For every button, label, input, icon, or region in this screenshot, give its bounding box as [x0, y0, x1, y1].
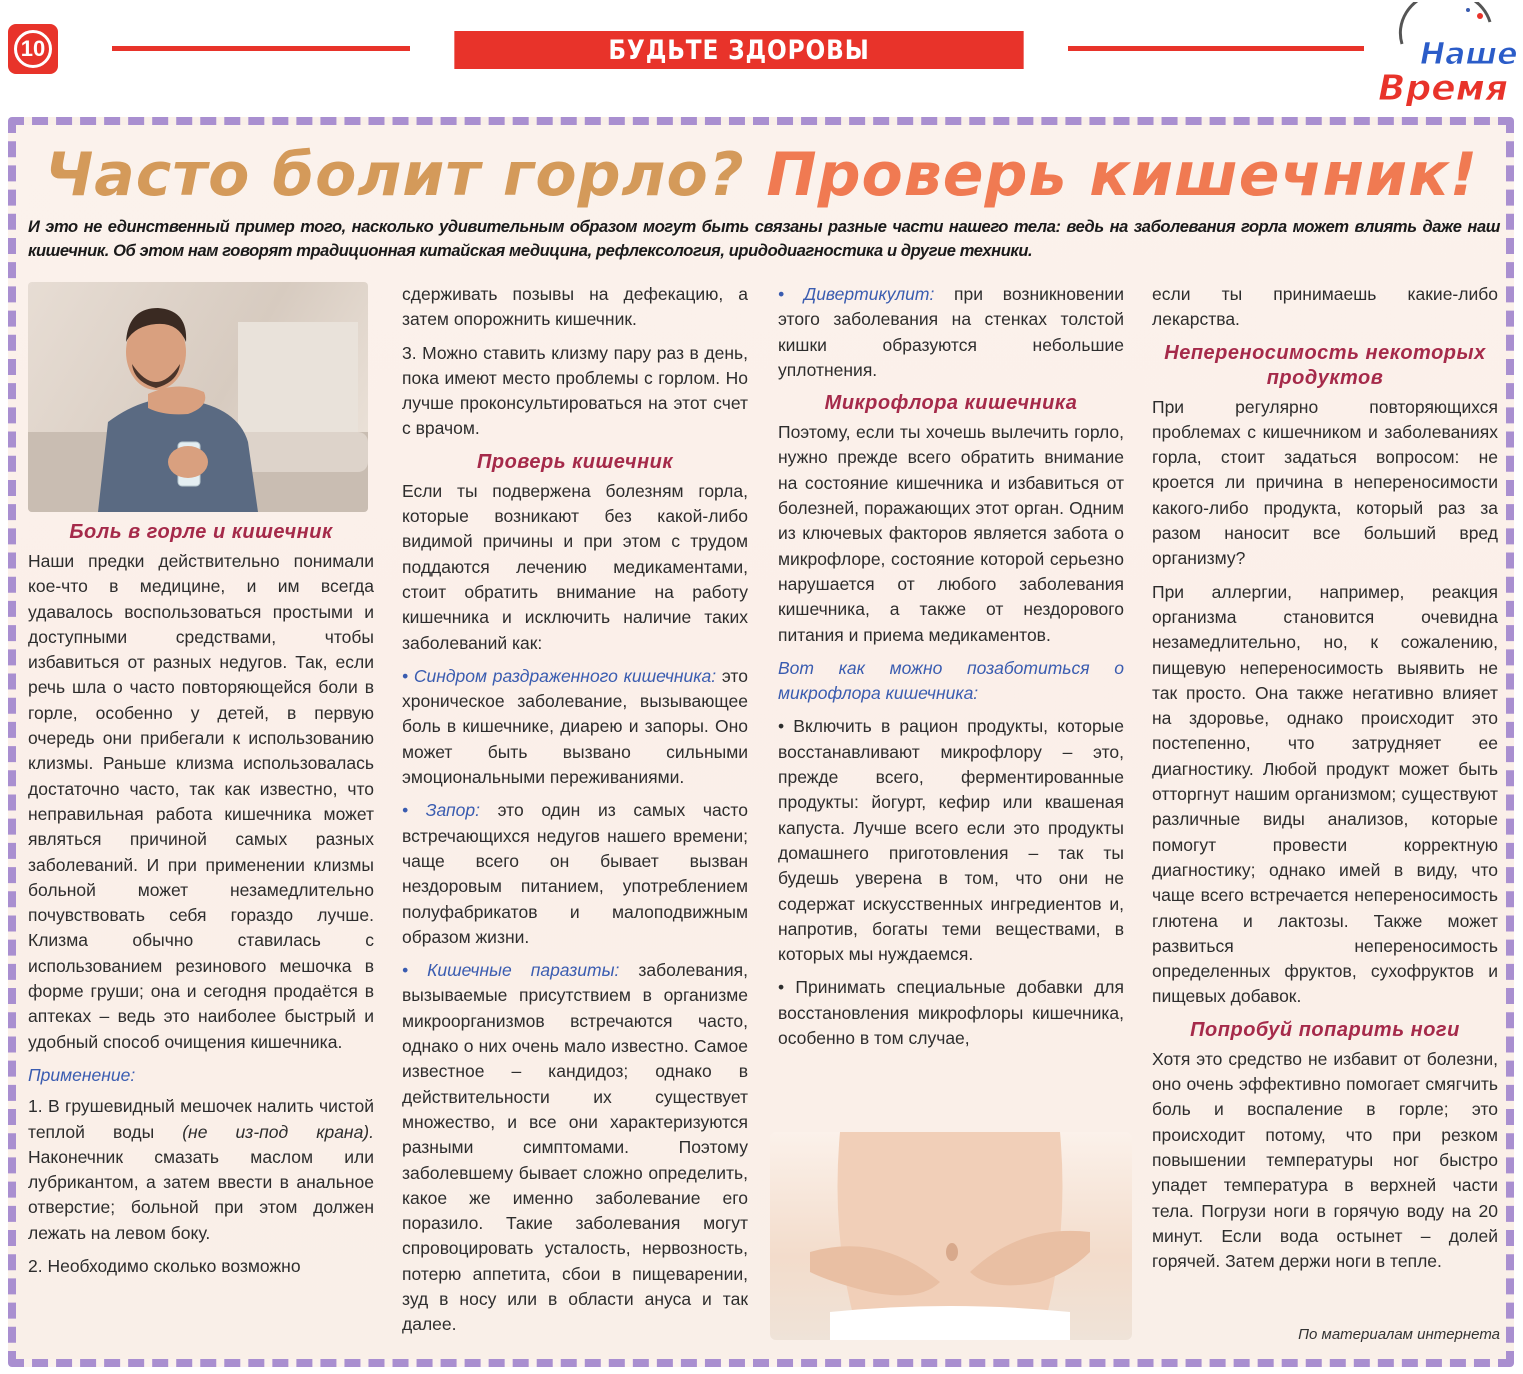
- column-2: [402, 282, 748, 1346]
- column-1: [28, 282, 374, 1287]
- paragraph: При регулярно повторяющихся проблемах с кишечником и заболеваниях горла, стоит задаться вопросом: не кроется ли причина в непереносимости какого-либо продукта, который раз за разом наносит все больший вред организму?: [1152, 396, 1498, 569]
- paragraph: Наши предки действительно понимали кое-что в медицине, и им всегда удавалось воспользоваться простыми и доступными средствами, чтобы избавиться от разных недугов. Так, если речь шла о часто повторяющейся боли в горле, особенно у детей, в первую очередь они прибегали к использованию клизмы. Раньше клизма использовалась достаточно часто, так как известно, что неправильная работа кишечника может являться причиной самых разных заболеваний. И при применении клизмы больной может незамедлительно почувствовать себя гораздо лучше. Клизма обычно ставилась с использованием резинового мешочка в форме груши; она и сегодня продаётся в аптеках – ведь это наиболее быстрый и удобный способ очищения кишечника.: [28, 551, 374, 1052]
- article-lead: И это не единственный пример того, насколько удивительным образом могут быть связаны разные части нашего тела: ведь на заболевания горла может влиять даже наш кишечник. Об этом нам говорят традиционная китайская медицина, рефлексология, иридодиагностика и другие техники.: [28, 218, 1500, 260]
- subhead-check-gut: Проверь кишечник: [476, 450, 674, 473]
- photo-abdomen: [770, 1132, 1132, 1340]
- paragraph: если ты принимаешь какие-либо лекарства.: [1152, 284, 1498, 330]
- header-rule-right: [1068, 46, 1364, 51]
- column-3: [778, 282, 1124, 1059]
- paragraph: Хотя это средство не избавит от болезни, оно очень эффективно помогает смягчить боль и воспаление в горле; это происходит потому, что при резком повышении температуры ног быстро упадет температура в верхней части тела. Погрузи ноги в горячую воду на 20 минут. Если вода остынет – долей горячей. Затем держи ноги в тепле.: [1152, 1048, 1498, 1272]
- photo-man-sore-throat: [28, 282, 368, 512]
- subhead-microflora: Микрофлора кишечника: [824, 392, 1078, 415]
- term-parasites: • Кишечные паразиты:: [402, 960, 620, 981]
- list-item-constipation: [402, 798, 748, 950]
- term-diverticulitis-text: при возникновении этого заболевания на стенках толстой кишки образуются небольшие уплотнения.: [778, 284, 1124, 380]
- page-number-badge: [8, 24, 58, 74]
- step-1-note: (не из-под крана).: [182, 1121, 374, 1142]
- list-item-supplements: • Принимать специальные добавки для восстановления микрофлоры кишечника, особенно в том случае,: [778, 977, 1124, 1049]
- photo-man-illustration: [28, 282, 368, 512]
- list-item-fermented: • Включить в рацион продукты, которые восстанавливают микрофлору – это, прежде всего, ферментированные продукты: йогурт, кефир или квашеная капуста. Лучше всего если это продукты домашнего приготовления – так ты будешь уверена в том, что они не содержат искусственных ингредиентов и, напротив, богаты теми веществами, в которых мы нуждаемся.: [778, 716, 1124, 965]
- list-item-parasites: [402, 958, 748, 1337]
- paragraph-step-3: 3. Можно ставить клизму пару раз в день, пока имеют место проблемы с горлом. Но лучше проконсультироваться на этот счет с врачом.: [402, 342, 748, 439]
- term-parasites-text: заболевания, вызываемые присутствием в организме микроорганизмов встречаются часто, однако о них очень мало известно. Самое известное – кандидоз; однако в действительности их существует множество, и все они характеризуются разными симптомами. Поэтому заболевшему бывает сложно определить, какое же именно заболевание его поразило. Такие заболевания могут спровоцировать усталость, нервозность, потерю аппетита, сбои в пищеварении, зуд в носу или в области ануса и так далее.: [402, 960, 749, 1335]
- list-item-diverticulitis: [778, 282, 1124, 383]
- headline-part-1: Часто болит горло?: [44, 140, 745, 210]
- newspaper-logo: [1372, 2, 1518, 106]
- term-ibs-text: это хроническое заболевание, вызывающее боль в кишечнике, диарею и запоры. Оно может быть вызвано сильными эмоциональными переживаниями.: [402, 665, 748, 788]
- header-rule-left: [112, 46, 410, 51]
- step-1-text: 1. В грушевидный мешочек налить чистой теплой воды: [28, 1096, 374, 1142]
- subhead-foot-bath: Попробуй попарить ноги: [1190, 1018, 1460, 1041]
- term-constipation: • Запор:: [402, 800, 480, 821]
- list-item-ibs: [402, 664, 748, 790]
- column-4: [1152, 282, 1498, 1282]
- paragraph: Если ты подвержена болезням горла, которые возникают без какой-либо видимой причины и при этом с трудом поддаются лечению медикаментами, стоит обратить внимание на работу кишечника и исключить наличие таких заболеваний как:: [402, 480, 748, 653]
- paragraph: При аллергии, например, реакция организма становится очевидна незамедлительно, но, к сожалению, пищевую непереносимость выявить не так просто. Она также негативно влияет на здоровье, однако происходит это постепенно, что затрудняет ее диагностику. Любой продукт может быть отторгнут нашим организмом; существуют различные виды анализов, которые помогут провести корректную диагностику; однако имей в виду, что чаще всего встречается непереносимость глютена и лактозы. Также может развиться непереносимость определенных фруктов, сухофруктов и пищевых добавок.: [1152, 581, 1498, 1007]
- step-1-text-cont: Наконечник смазать маслом или лубрикантом, а затем ввести в анальное отверстие; больной при этом должен лежать на левом боку.: [28, 1146, 374, 1243]
- term-diverticulitis: • Дивертикулит:: [778, 284, 935, 304]
- term-ibs: • Синдром раздраженного кишечника:: [402, 665, 717, 686]
- paragraph-step-1: [28, 1094, 374, 1246]
- section-title: БУДЬТЕ ЗДОРОВЫ: [454, 31, 1023, 69]
- term-constipation-text: это один из самых часто встречающихся недугов нашего времени; чаще всего он бывает вызван нездоровым питанием, употреблением полуфабрикатов и малоподвижным образом жизни.: [402, 800, 748, 947]
- photo-abdomen-illustration: [770, 1132, 1132, 1340]
- microflora-tips-heading: Вот как можно позаботиться о микрофлора кишечника:: [778, 657, 1124, 704]
- usage-heading: Применение:: [28, 1064, 136, 1085]
- logo-word-1: Наше: [1420, 37, 1518, 72]
- page-number: 10: [14, 30, 52, 68]
- logo-word-2: Время: [1378, 68, 1509, 106]
- paragraph: сдерживать позывы на дефекацию, а затем опорожнить кишечник.: [402, 284, 748, 330]
- article-headline: [0, 140, 1523, 210]
- subhead-throat-gut: Боль в горле и кишечник: [69, 521, 333, 543]
- article-credit: По материалам интернета: [1298, 1326, 1500, 1343]
- paragraph-step-2: 2. Необходимо сколько возможно: [28, 1256, 301, 1277]
- subhead-intolerance: Непереносимость некоторых продуктов: [1164, 341, 1486, 389]
- paragraph: Поэтому, если ты хочешь вылечить горло, нужно прежде всего обратить внимание на состояние кишечника и избавиться от болезней, поражающих этот орган. Одним из ключевых факторов является забота о микрофлоре, состояние которой серьезно нарушается от любого заболевания кишечника, а также от нездорового питания и приема медикаментов.: [778, 422, 1124, 645]
- headline-part-2: Проверь кишечник!: [766, 140, 1479, 210]
